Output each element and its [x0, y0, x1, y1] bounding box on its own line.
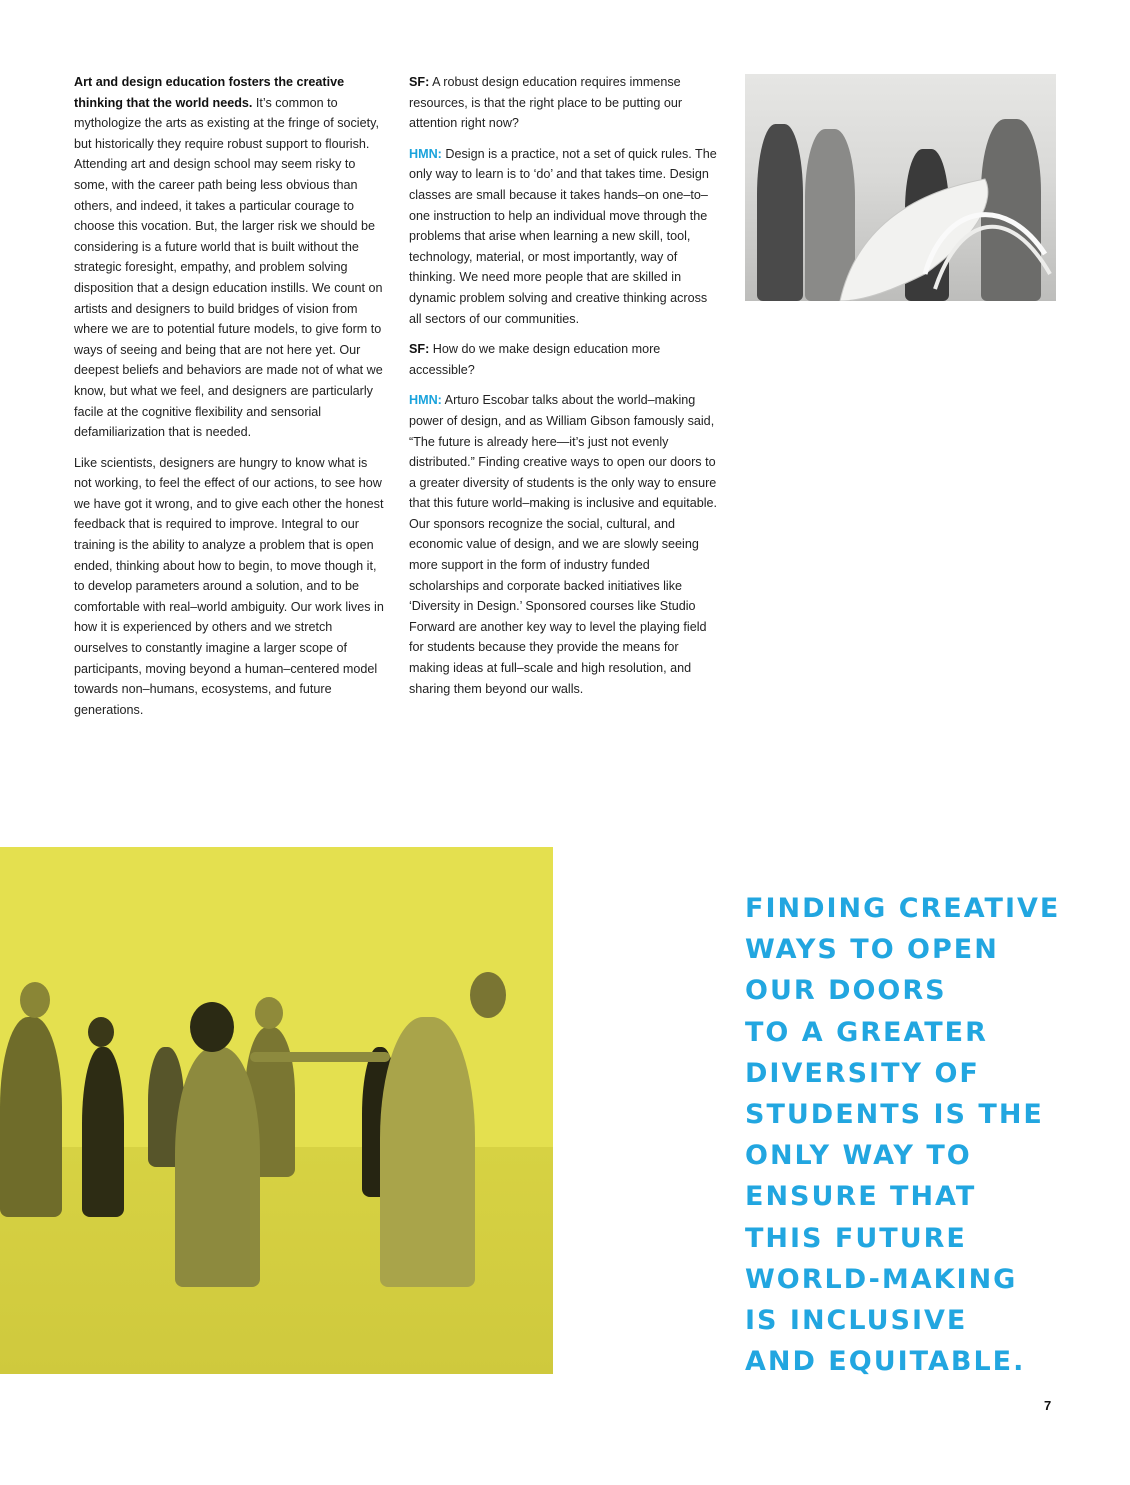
second-paragraph: Like scientists, designers are hungry to know what is not working, to feel the effect of our actions, to see how we have got it wrong, and to give each other the honest feedback that is required to improve. Integral to our training is the ability to analyze a problem that is open ended, thinking about how to begin, to move though it, to develop parameters around a solution, and to be comfortable with real–world ambiguity. Our work lives in how it is experienced by others and we stretch ourselves to constantly imagine a larger scope of participants, moving beyond a human–centered model towards non–humans, ecosystems, and future generations. — [74, 455, 384, 717]
students-photo-top — [745, 74, 1056, 301]
speaker-hmn: HMN: — [409, 393, 442, 408]
speaker-sf: SF: — [409, 342, 430, 357]
pull-quote-line: DIVERSITY OF — [745, 1057, 980, 1089]
pull-quote-line: WORLD-MAKING — [745, 1263, 1018, 1295]
intro-paragraph — [74, 72, 386, 443]
intro-paragraph-body: It’s common to mythologize the arts as existing at the fringe of society, but historically they require robust support to flourish. Attending art and design school may seem risky to some, with the career path being less obvious than others, and indeed, it takes a particular courage to choose this vocation. But, the larger risk we should be considering is a future world that is built without the strategic foresight, empathy, and problem solving disposition that a design education instills. We count on artists and designers to build bridges of vision from where we are to potential future models, to give form to ways of seeing and being that are not here yet. Our deepest beliefs and behaviors are made not of what we know, but what we feel, and designers are particularly facile at the cognitive flexibility and sensorial defamiliarization that is needed. — [74, 95, 383, 440]
pull-quote-line: AND EQUITABLE. — [745, 1346, 1026, 1378]
speaker-hmn: HMN: — [409, 146, 442, 161]
answer-1-text: Design is a practice, not a set of quick rules. The only way to learn is to ‘do’ and that takes time. Design classes are small because it takes hands–on one–to–one instruction to help an individual move through the problems that arise when learning a new skill, tool, technology, material, or most importantly, way of thinking. We need more people that are skilled in dynamic problem solving and creative thinking across all sectors of our communities. — [409, 146, 717, 326]
pull-quote-line: THIS FUTURE — [745, 1222, 967, 1254]
pull-quote — [745, 888, 1085, 1382]
question-1 — [409, 72, 721, 134]
answer-2 — [409, 390, 721, 699]
pull-quote-line: FINDING CREATIVE — [745, 893, 1061, 924]
head — [190, 1002, 234, 1052]
person-center-dancer — [175, 1047, 260, 1287]
lead-in-sentence: Art and design education fosters the creative thinking that the world needs. — [74, 75, 345, 110]
joined-arms — [250, 1052, 390, 1062]
pull-quote-line: ENSURE THAT — [745, 1181, 977, 1213]
pull-quote-line: STUDENTS IS THE — [745, 1099, 1044, 1131]
pull-quote-line: TO A GREATER — [745, 1016, 988, 1048]
question-2 — [409, 339, 721, 380]
head — [255, 997, 283, 1029]
pull-quote-line: OUR DOORS — [745, 975, 947, 1007]
pull-quote-line: ONLY WAY TO — [745, 1140, 972, 1172]
question-2-text: How do we make design education more accessible? — [409, 342, 661, 377]
students-circle-photo — [0, 847, 553, 1374]
person-left — [0, 1017, 62, 1217]
sculpture-illustration — [745, 74, 1056, 301]
answer-1 — [409, 144, 721, 329]
pull-quote-line: IS INCLUSIVE — [745, 1305, 968, 1337]
speaker-sf: SF: — [409, 75, 430, 89]
interview-column — [409, 72, 721, 709]
question-1-text: A robust design education requires immense resources, is that the right place to be putting our attention right now? — [409, 75, 683, 131]
pull-quote-line: WAYS TO OPEN — [745, 934, 999, 966]
sculpture-shape — [840, 179, 988, 301]
answer-2-text: Arturo Escobar talks about the world–making power of design, and as William Gibson famously said, “The future is already here—it’s just not evenly distributed.” Finding creative ways to open our doors to a greater diversity of students is the only way to ensure that this future world–making is inclusive and equitable. Our sponsors recognize the social, cultural, and economic value of design, and we are slowly seeing more support in the form of industry funded scholarships and corporate backed initiatives like ‘Diversity in Design.’ Sponsored courses like Studio Forward are another key way to level the playing field for students because they provide the means for making ideas at full–scale and high resolution, and sharing them beyond our walls. — [409, 393, 718, 696]
person — [82, 1047, 124, 1217]
article-column-left — [74, 72, 386, 730]
head — [470, 972, 506, 1018]
person-right-dancer — [380, 1017, 475, 1287]
head — [20, 982, 50, 1018]
page-number: 7 — [1044, 1398, 1052, 1413]
head — [88, 1017, 114, 1047]
